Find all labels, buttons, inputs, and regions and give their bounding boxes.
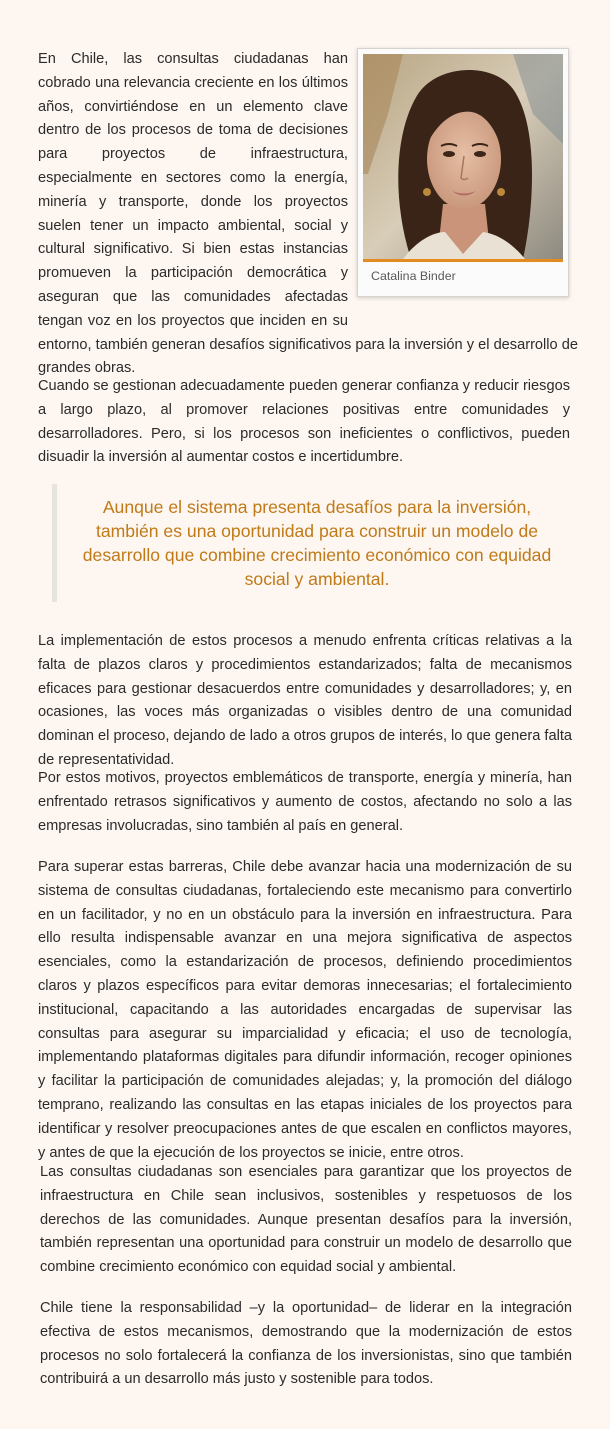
- author-portrait-image: [363, 54, 563, 259]
- paragraph-3: La implementación de estos procesos a menudo enfrenta críticas relativas a la falta de plazos claros y procedimientos estandarizados; falta de mecanismos eficaces para gestionar desacuerdos entre comunidades y desarrolladores; y, en ocasiones, las voces más organizadas o visibles dentro de una comunidad dominan el proceso, dejando de lado a otros grupos de interés, lo que genera falta de representatividad.: [38, 633, 572, 768]
- paragraph-intro-text: En Chile, las consultas ciudadanas han cobrado una relevancia creciente en los últimos años, convirtiéndose en un elemento clave dentro de los procesos de toma de decisiones para proyectos de infraestructura, especialmente en sectores como la energía, minería y transporte, donde los proyectos suelen tener un impacto ambiental, social y cultural significativo. Si bien estas instancias promueven la participación democrática y aseguran que las comunidades afectadas tengan voz en los proyectos que inciden en su entorno, también generan desafíos significativos para la inversión y el desarrollo de grandes obras.: [38, 51, 578, 377]
- photo-caption: Catalina Binder: [371, 269, 456, 283]
- paragraph-2: Cuando se gestionan adecuadamente pueden generar confianza y reducir riesgos a largo plazo, al promover relaciones positivas entre comunidades y desarrolladores. Pero, si los procesos son ineficientes o conflictivos, pueden disuadir la inversión al aumentar costos e incertidumbre.: [38, 378, 570, 466]
- paragraph-5: Para superar estas barreras, Chile debe avanzar hacia una modernización de su sistema de consultas ciudadanas, fortaleciendo este mecanismo para convertirlo en un facilitador, y no en un obstáculo para la inversión en infraestructura. Para ello resulta indispensable avanzar en una mejora significativa de aspectos esenciales, como la estandarización de procesos, definiendo procedimientos claros y plazos específicos para evitar demoras innecesarias; el fortalecimiento institucional, capacitando a las autoridades encargadas de supervisar las consultas para asegurar su imparcialidad y eficacia; el uso de tecnología, implementando plataformas digitales para difundir información, recoger opiniones y facilitar la participación de comunidades alejadas; y, la promoción del diálogo temprano, realizando las consultas en las etapas iniciales de los proyectos para identificar y resolver preocupaciones antes de que escalen en conflictos mayores, y antes de que la ejecución de los proyectos se inicie, entre otros.: [38, 859, 572, 1161]
- pull-quote: [52, 484, 572, 602]
- paragraph-4: Por estos motivos, proyectos emblemáticos de transporte, energía y minería, han enfrentado retrasos significativos y aumento de costos, afectando no solo a las empresas involucradas, sino también al país en general.: [38, 770, 572, 834]
- author-figure: [357, 48, 569, 297]
- paragraph-7: Chile tiene la responsabilidad –y la oportunidad– de liderar en la integración efectiva de estos mecanismos, demostrando que la modernización de estos procesos no solo fortalecerá la confianza de los inversionistas, sino que también contribuirá a un desarrollo más justo y sostenible para todos.: [40, 1300, 572, 1388]
- author-photo: [363, 54, 563, 262]
- pull-quote-text: Aunque el sistema presenta desafíos para la inversión, también es una oportunidad para construir un modelo de desarrollo que combine crecimiento económico con equidad social y ambiental.: [82, 497, 552, 589]
- paragraph-6: Las consultas ciudadanas son esenciales para garantizar que los proyectos de infraestructura en Chile sean inclusivos, sostenibles y respetuosos de los derechos de las comunidades. Aunque presentan desafíos para la inversión, también representan una oportunidad para construir un modelo de desarrollo que combine crecimiento económico con equidad social y ambiental.: [40, 1164, 572, 1276]
